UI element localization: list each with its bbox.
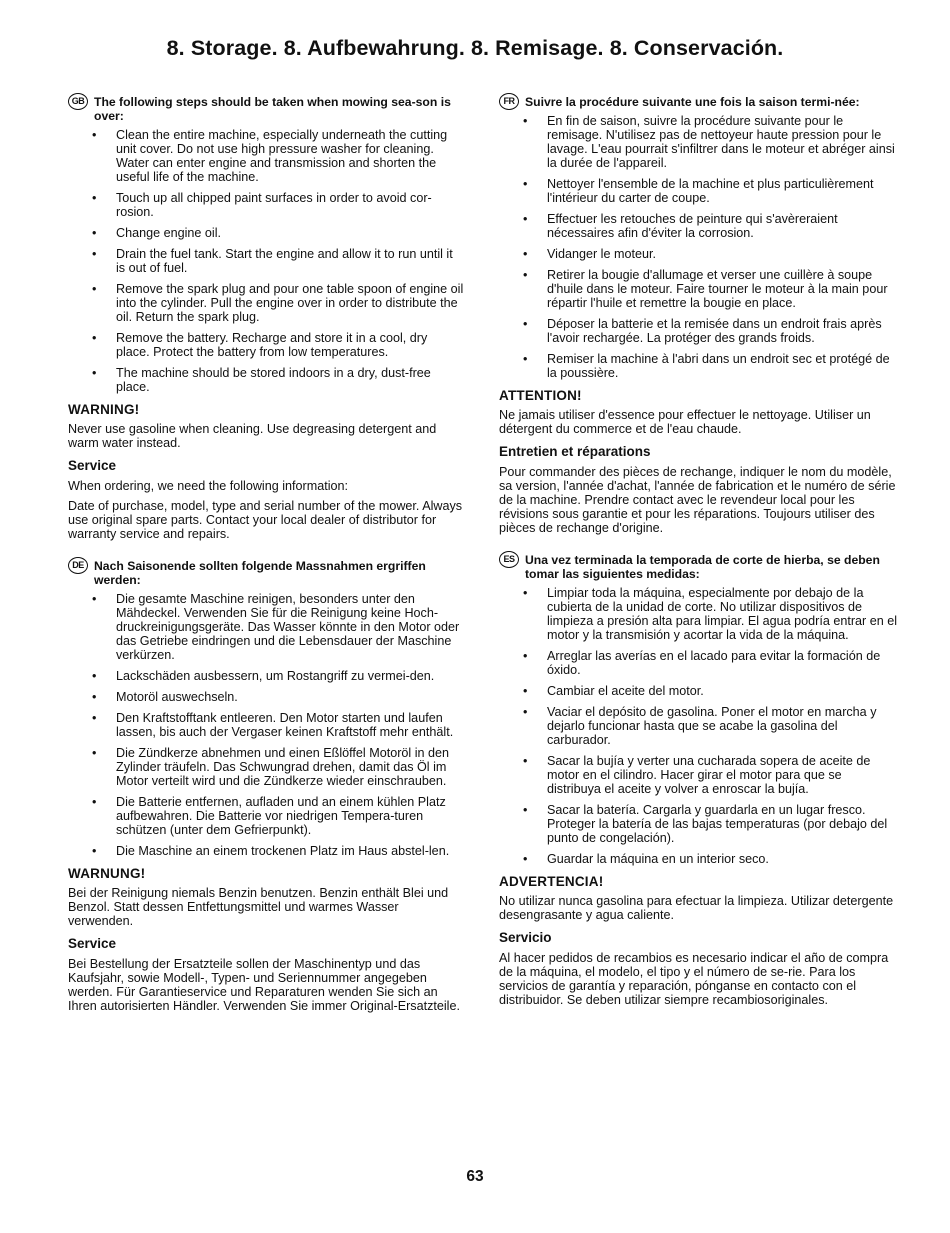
list-item: • Die Zündkerze abnehmen und einen Eßlöffel Motoröl in den Zylinder träufeln. Das Schwungrad drehen, damit das Öl im Motor verteilt wird und die Zündkerze wieder einschrauben.: [68, 746, 464, 788]
list-item: • Guardar la máquina en un interior seco.: [499, 852, 899, 866]
list-item: • Limpiar toda la máquina, especialmente por debajo de la cubierta de la unidad de corte. No utilizar dispositivos de limpieza a presión alta para limpiar. El agua podría entrar en el motor y la transmisión y acortar la vida de la máquina.: [499, 586, 899, 642]
warning-heading: ADVERTENCIA!: [499, 874, 604, 889]
page-title: 8. Storage. 8. Aufbewahrung. 8. Remisage. 8. Conservación.: [166, 36, 784, 60]
list-item: • Die Batterie entfernen, aufladen und an einem kühlen Platz aufbewahren. Die Batterie vor niedrigen Tempera-turen schützen (unter dem Gefrierpunkt).: [68, 795, 464, 837]
intro-text: Suivre la procédure suivante une fois la saison termi-née:: [525, 95, 860, 109]
section-german: [68, 559, 464, 1013]
bullet-list: [68, 592, 464, 858]
section-spanish: [499, 553, 899, 1007]
language-badge-fr-icon: FR: [499, 93, 519, 110]
list-item: • Nettoyer l'ensemble de la machine et plus particulièrement l'intérieur du carter de coupe.: [499, 177, 899, 205]
list-item: • Drain the fuel tank. Start the engine and allow it to run until it is out of fuel.: [68, 247, 464, 275]
list-item: • En fin de saison, suivre la procédure suivante pour le remisage. N'utilisez pas de nettoyeur haute pression pour le lavage. L'eau pourrait s'infiltrer dans le moteur et abréger ainsi la durée de l'appareil.: [499, 114, 899, 170]
list-item: • Motoröl auswechseln.: [68, 690, 464, 704]
service-heading: Service: [68, 458, 117, 473]
language-badge-de-icon: DE: [68, 557, 88, 574]
right-column: [499, 95, 899, 1025]
section-intro-german: [68, 559, 464, 587]
list-item: • Clean the entire machine, especially underneath the cutting unit cover. Do not use high pressure washer for cleaning. Water can enter engine and transmission and shorten the useful life of the machine.: [68, 128, 464, 184]
list-item: • Déposer la batterie et la remisée dans un endroit frais après l'avoir rechargée. La protéger des grands froids.: [499, 317, 899, 345]
list-item: • Die gesamte Maschine reinigen, besonders unter den Mähdeckel. Verwenden Sie für die Reinigung keine Hoch-druckreinigungsgeräte. Das Wasser könnte in den Motor oder das Getriebe eindringen und die Lebensdauer der Maschine verkürzen.: [68, 592, 464, 662]
left-column: [68, 95, 464, 1031]
service-heading: Service: [68, 936, 117, 951]
service-paragraph: When ordering, we need the following information:: [68, 479, 349, 493]
bullet-list: [499, 114, 899, 380]
section-intro-english: [68, 95, 464, 123]
list-item: • Remove the spark plug and pour one table spoon of engine oil into the cylinder. Pull the engine over in order to distribute the oil. Return the spark plug.: [68, 282, 464, 324]
warning-heading: ATTENTION!: [499, 388, 582, 403]
list-item: • The machine should be stored indoors in a dry, dust-free place.: [68, 366, 464, 394]
service-paragraph: Pour commander des pièces de rechange, indiquer le nom du modèle, sa version, l'année d'achat, l'année de fabrication et le numéro de série de la machine. Prendre contact avec le revendeur local pour les révisions sous garantie et pour les réparations. Toujours utiliser des pièces de rechange d'origine.: [499, 465, 896, 535]
list-item: • Retirer la bougie d'allumage et verser une cuillère à soupe d'huile dans le moteur. Faire tourner le moteur à la main pour répartir l'huile et remettre la bougie en place.: [499, 268, 899, 310]
language-badge-es-icon: ES: [499, 551, 519, 568]
list-item: • Remove the battery. Recharge and store it in a cool, dry place. Protect the battery from low temperatures.: [68, 331, 464, 359]
list-item: • Vaciar el depósito de gasolina. Poner el motor en marcha y dejarlo funcionar hasta que se acabe la gasolina del carburador.: [499, 705, 899, 747]
warning-text: No utilizar nunca gasolina para efectuar la limpieza. Utilizar detergente desengrasante y agua caliente.: [499, 894, 894, 922]
warning-heading: WARNING!: [68, 402, 140, 417]
list-item: • Den Kraftstofftank entleeren. Den Motor starten und laufen lassen, bis auch der Vergaser keinen Kraftstoff mehr enthält.: [68, 711, 464, 739]
warning-text: Never use gasoline when cleaning. Use degreasing detergent and warm water instead.: [68, 422, 437, 450]
section-intro-french: [499, 95, 899, 109]
bullet-list: [68, 128, 464, 394]
section-intro-spanish: [499, 553, 899, 581]
intro-text: Nach Saisonende sollten folgende Massnahmen ergriffen werden:: [94, 559, 426, 587]
list-item: • Cambiar el aceite del motor.: [499, 684, 899, 698]
service-paragraph: Date of purchase, model, type and serial number of the mower. Always use original spare parts. Contact your local dealer of distributor for warranty service and repairs.: [68, 499, 463, 541]
list-item: • Vidanger le moteur.: [499, 247, 899, 261]
list-item: • Remiser la machine à l'abri dans un endroit sec et protégé de la poussière.: [499, 352, 899, 380]
service-heading: Entretien et réparations: [499, 444, 651, 459]
warning-heading: WARNUNG!: [68, 866, 146, 881]
list-item: • Touch up all chipped paint surfaces in order to avoid cor-rosion.: [68, 191, 464, 219]
warning-text: Ne jamais utiliser d'essence pour effectuer le nettoyage. Utiliser un détergent du commerce et de l'eau chaude.: [499, 408, 871, 436]
service-paragraph: Bei Bestellung der Ersatzteile sollen der Maschinentyp und das Kaufsjahr, sowie Modell-, Typen- und Seriennummer angegeben werden. Für Garantieservice und Reparaturen wenden Sie sich an Ihren autorisierten Händler. Verwenden Sie immer Original-Ersatzteile.: [68, 957, 460, 1013]
section-french: [499, 95, 899, 535]
list-item: • Arreglar las averías en el lacado para evitar la formación de óxido.: [499, 649, 899, 677]
language-badge-gb-icon: GB: [68, 93, 88, 110]
list-item: • Sacar la bujía y verter una cucharada sopera de aceite de motor en el cilindro. Hacer girar el motor para que se distribuya el aceite y volver a enroscar la bujía.: [499, 754, 899, 796]
list-item: • Lackschäden ausbessern, um Rostangriff zu vermei-den.: [68, 669, 464, 683]
section-english: [68, 95, 464, 541]
list-item: • Effectuer les retouches de peinture qui s'avèreraient nécessaires afin d'éviter la corrosion.: [499, 212, 899, 240]
intro-text: The following steps should be taken when mowing sea-son is over:: [94, 95, 451, 123]
warning-text: Bei der Reinigung niemals Benzin benutzen. Benzin enthält Blei und Benzol. Statt dessen Entfettungsmittel und warmes Wasser verwenden.: [68, 886, 449, 928]
list-item: • Sacar la batería. Cargarla y guardarla en un lugar fresco. Proteger la batería de las bajas temperaturas (por debajo del punto de congelación).: [499, 803, 899, 845]
page-number: 63: [466, 1168, 484, 1185]
list-item: • Change engine oil.: [68, 226, 464, 240]
service-heading: Servicio: [499, 930, 552, 945]
intro-text: Una vez terminada la temporada de corte de hierba, se deben tomar las siguientes medidas:: [525, 553, 880, 581]
bullet-list: [499, 586, 899, 866]
list-item: • Die Maschine an einem trockenen Platz im Haus abstel-len.: [68, 844, 464, 858]
service-paragraph: Al hacer pedidos de recambios es necesario indicar el año de compra de la máquina, el modelo, el tipo y el número de se-rie. Para los servicios de garantía y reparación, pónganse en contacto con el distribuidor. Se deben utilizar siempre recambiosoriginales.: [499, 951, 889, 1007]
